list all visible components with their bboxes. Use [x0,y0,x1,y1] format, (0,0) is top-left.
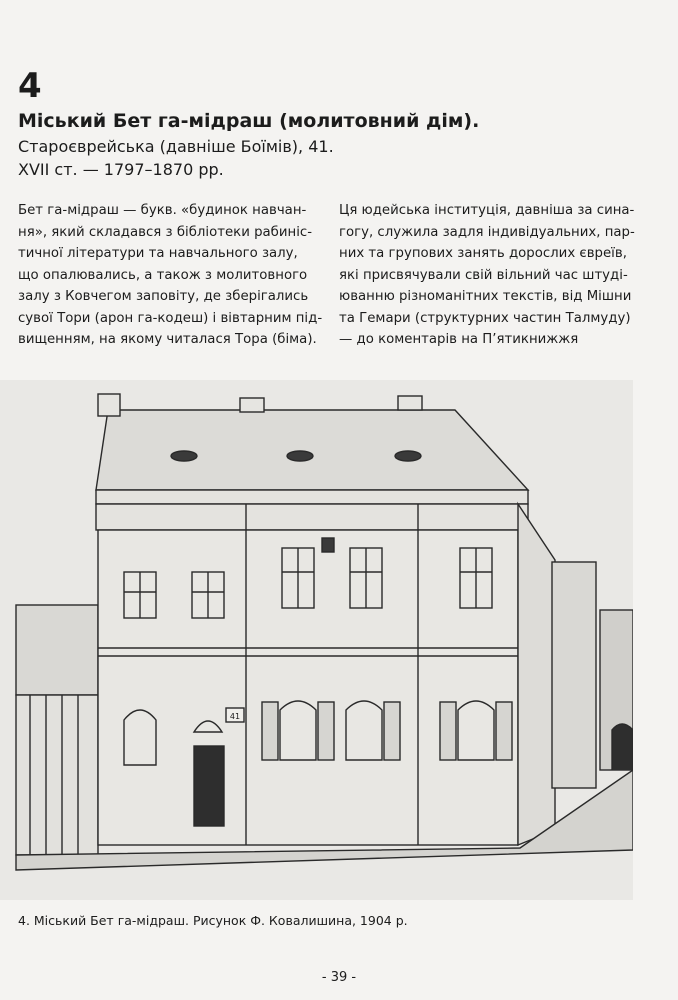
text-line: Ця юдейська інституція, давніша за сина- [339,203,635,218]
text-line: які присвячували свій вільний час штуді- [339,267,628,283]
text-column-left [18,200,323,351]
text-line: що опалювались, а також з молитовного [18,267,308,283]
house-number-plaque: 41 [229,712,241,721]
text-line: — до коментарів на П’ятикнижжя [339,332,579,347]
text-line: та Гемари (структурних частин Талмуду) [339,310,631,326]
section-address: Староєврейська (давніше Боїмів), 41. [18,137,334,156]
text-line: сувої Тори (арон га-кодеш) і вівтарним під- [18,310,323,326]
text-line: ня», який складався з бібліотеки рабиніс- [18,224,312,240]
text-line: вищенням, на якому читалася Тора (біма). [18,332,317,347]
text-line: гогу, служила задля індивідуальних, пар- [339,224,635,240]
text-line: юванню різноманітних текстів, від Мішни [339,289,632,304]
text-line: Бет га-мідраш — букв. «будинок навчан- [18,203,307,218]
figure-caption: 4. Міський Бет га-мідраш. Рисунок Ф. Ковалишина, 1904 р. [18,913,408,928]
section-title: Міський Бет га-мідраш (молитовний дім). [18,110,480,132]
page-number: - 39 - [321,970,357,985]
section-number: 4 [18,66,42,106]
text-line: них та групових занять дорослих євреїв, [339,246,627,261]
text-column-right [339,200,639,351]
section-dates: XVII ст. — 1797–1870 рр. [18,160,224,179]
text-line: тичної літератури та навчального залу, [18,246,298,261]
text-line: залу з Ковчегом заповіту, де зберігались [18,289,309,304]
building-drawing [0,380,633,900]
